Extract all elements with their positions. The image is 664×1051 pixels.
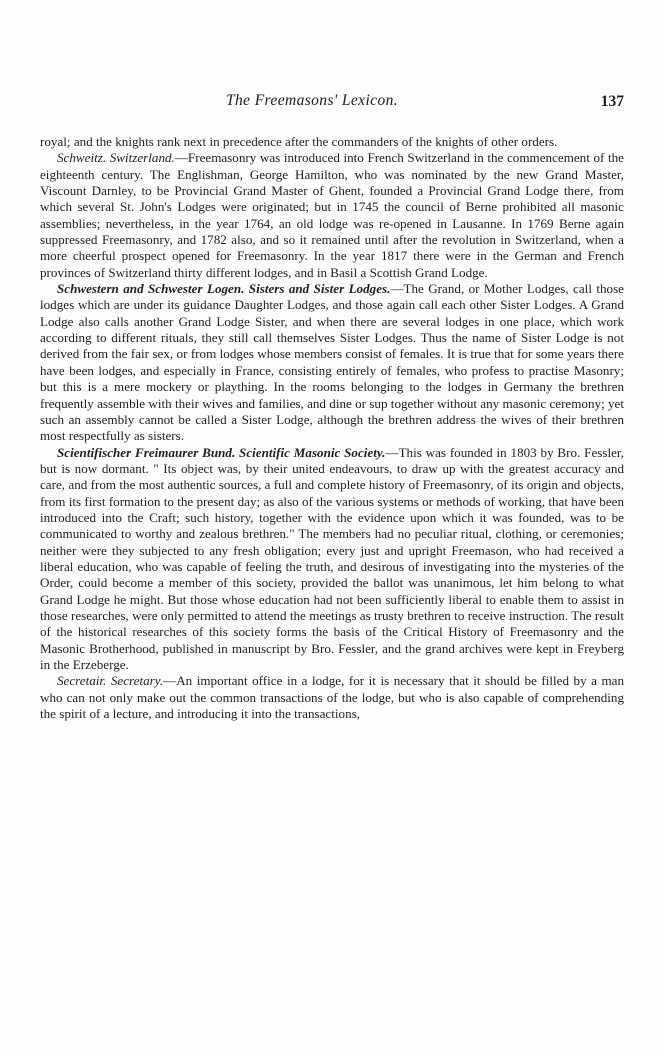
page-content-area xyxy=(40,92,624,722)
paragraph-body: —An important office in a lodge, for it is necessary that it should be filled by a man who can not only make out the common transactions of the lodge, but who is also capable of comprehending the spirit of a lecture, and introducing it into the transactions, xyxy=(40,673,625,722)
paragraph-body: royal; and the knights rank next in precedence after the commanders of the knights of other orders. xyxy=(40,134,558,149)
running-title: The Freemasons' Lexicon. xyxy=(225,92,399,109)
paragraph-royal-knights xyxy=(40,134,624,150)
paragraph-schweitz-switzerland xyxy=(40,150,624,281)
entry-term: Schweitz. Switzerland. xyxy=(57,150,175,166)
paragraph-schwestern-sister-lodges xyxy=(40,281,624,444)
body-text xyxy=(40,134,624,722)
entry-term: Secretair. Secretary. xyxy=(57,673,164,689)
paragraph-body: —This was founded in 1803 by Bro. Fessler, but is now dormant. " Its object was, by their united endeavours, to draw up with the greatest accuracy and care, and from the most authentic sources, a full and complete history of Freemasonry, of its origin and objects, from its first formation to the present day; as also of the various systems or methods of working, that have been introduced into the Craft; such history, together with the evidence upon which it was founded, was to be communicated to worthy and zealous brethren." The members had no peculiar ritual, clothing, or ceremonies; neither were they subjected to any fresh obligation; every just and upright Freemason, who had received a liberal education, who was capable of feeling the truth, and desirous of investigating into the mysteries of the Order, could become a member of this society, provided the ballot was unanimous, let him belong to what Grand Lodge he might. But those whose education had not been sufficiently liberal to enable them to assist in those researches, were only permitted to attend the meetings as trusty brethren to receive instruction. The result of the historical researches of this society forms the basis of the Critical History of Freemasonry and the Masonic Brotherhood, published in manuscript by Bro. Fessler, and the grand archives were kept in Freyberg in the Erzeberge. xyxy=(40,444,625,672)
paragraph-secretair-secretary xyxy=(40,673,624,722)
paragraph-body: —Freemasonry was introduced into French Switzerland in the commencement of the eighteenth century. The Englishman, George Hamilton, who was nominated by the new Grand Master, Viscount Darnley, to be Provincial Grand Master of Ghent, founded a Provincial Grand Lodge there, from which several St. John's Lodges were originated; but in 1745 the council of Berne prohibited all masonic assemblies; nevertheless, in the year 1764, an old lodge was re-opened in Lausanne. In 1769 Berne again suppressed Freemasonry, and 1782 also, and so it remained until after the revolution in Switzerland, when a more cheerful prospect opened for Freemasonry. In the year 1817 there were in the German and French provinces of Switzerland thirty different lodges, and in Basil a Scottish Grand Lodge. xyxy=(40,150,624,280)
paragraph-scientifischer-freimaurer-bund xyxy=(40,445,624,674)
entry-term: Schwestern and Schwester Logen. Sisters and Sister Lodges. xyxy=(57,281,391,297)
page-number: 137 xyxy=(600,93,624,110)
paragraph-body: —The Grand, or Mother Lodges, call those lodges which are under its guidance Daughter Lodges, and those again call each other Sister Lodges. A Grand Lodge also calls another Grand Lodge Sister, and when there are several lodges in one place, which work according to different rituals, they still call themselves Sister Lodges. Thus the name of Sister Lodge is not derived from the fair sex, or from lodges whose members consist of females. It is true that for some years there have been lodges, and especially in France, consisting entirely of females, who profess to practise Masonry; but this is a mere mockery or plaything. In the rooms belonging to the lodges in Germany the brethren frequently assemble with their wives and families, and dine or sup together without any masonic ceremony; yet such an assembly cannot be called a Sister Lodge, although the brethren address the wives of their brethren most respectfully as sisters. xyxy=(40,281,624,444)
entry-term: Scientifischer Freimaurer Bund. Scientific Masonic Society. xyxy=(57,444,386,460)
running-head xyxy=(40,92,624,122)
